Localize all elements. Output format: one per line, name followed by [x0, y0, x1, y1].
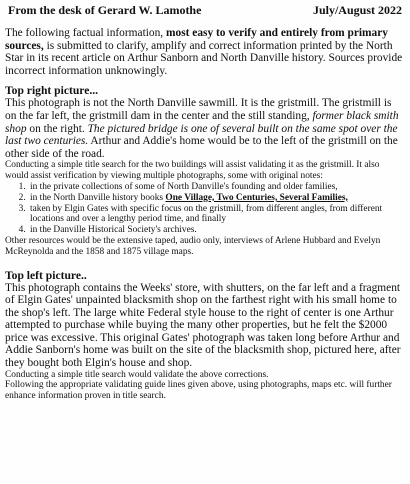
header-date: July/August 2022 — [312, 3, 402, 17]
section1-text-2: The gristmill is on the far left, the gristmill dam in the center and the still standing, — [5, 97, 392, 122]
intro-text-1: The following factual information, — [5, 27, 167, 39]
section1-heading: Top right picture... — [5, 84, 99, 98]
list-item — [28, 193, 405, 204]
section2-paragraph: This photograph contains the Weeks' store, with shutters, on the far left and a fragment of Elgin Gates' unpainted blacksmith shop on the farthest right with his small home to the shop's left. The large white Federal style house to the right of center is one Arthur attempted to purchase while buying the many other properties, but he felt the $2000 price was excessive. This original Gates' photograph was taken long before Arthur and Addie Sanborn's home was built on the site of the blacksmith shop, pictured here, after they bought both Elgin's house and shop. — [5, 281, 401, 370]
section1-note: Conducting a simple title search for the two buildings will assist validating it as the gristmill. It also would assist verification by viewing multiple photographs, some with original notes: — [5, 160, 380, 182]
book-title: One Village, Two Centuries, Several Families, — [165, 192, 348, 203]
section1-italic-2: The pictured bridge is one of several built on the same spot over the last two centuries. — [5, 122, 398, 148]
section1-text-4: Arthur and Addie's home would be to the left of the gristmill on the other side of the road. — [5, 135, 398, 160]
section2-note-1: Conducting a simple title search would validate the above corrections. — [5, 369, 269, 380]
list-item-text: taken by Elgin Gates with specific focus on the gristmill, from different angles, from different locations and over a lengthy period time, and finally — [30, 203, 383, 225]
intro-paragraph — [5, 27, 405, 77]
list-item-text: in the North Danville history books — [30, 192, 166, 203]
list-item-text: in the Danville Historical Society's archives. — [30, 225, 197, 236]
section1-resources-note: Other resources would be the extensive taped, audio only, interviews of Arlene Hubbard and Evelyn McReynolda and the 1858 and 1875 village maps. — [5, 235, 381, 257]
section2-heading: Top left picture.. — [5, 268, 87, 282]
section1-text-1: This photograph is not the North Danville sawmill. It is the gristmill. — [5, 97, 320, 110]
intro-text-2: is submitted to clarify, amplify and correct information printed by the North Star in its recent article on Arthur Sanborn and North Danville history. Sources provide incorrect information unknowingly. — [5, 39, 403, 77]
section1-italic-1: former black smith shop — [5, 109, 399, 135]
sources-list — [5, 182, 405, 236]
section1-paragraph — [5, 97, 405, 160]
list-item — [28, 182, 405, 193]
list-item — [28, 204, 405, 226]
list-item — [28, 225, 405, 236]
intro-emphasis: most easy to verify and entirely from primary sources, — [5, 27, 388, 52]
header-author: From the desk of Gerard W. Lamothe — [8, 3, 202, 17]
page-header — [5, 3, 405, 17]
section1-text-3: on the right. — [26, 122, 88, 135]
section2-note-2: Following the appropriate validating guide lines given above, using photographs, maps etc. will further enhance information proven in title search. — [5, 380, 392, 402]
list-item-text: in the private collections of some of North Danville's founding and older families, — [30, 181, 338, 192]
